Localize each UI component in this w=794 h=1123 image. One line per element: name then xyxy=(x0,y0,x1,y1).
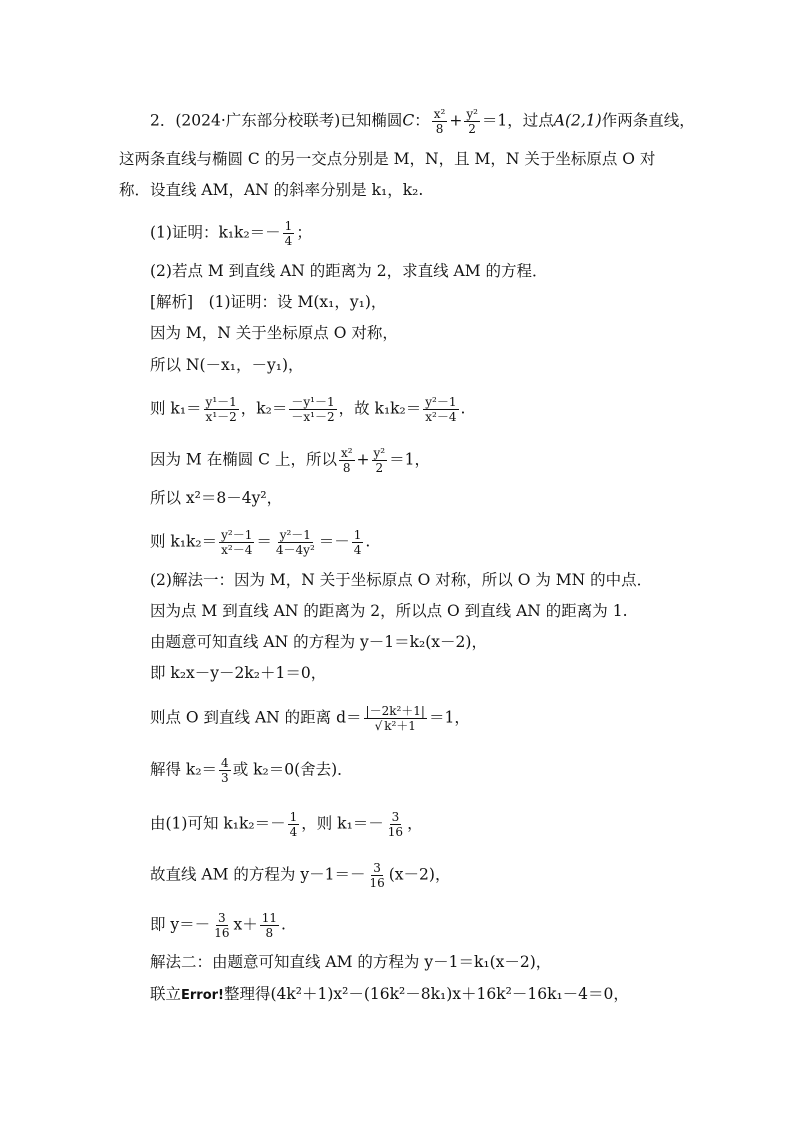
solution-line-15 xyxy=(150,861,450,890)
frac-num: 3 xyxy=(391,810,400,824)
frac-num: 3 xyxy=(218,911,226,925)
fraction xyxy=(339,446,355,475)
solution-line-11: 即 k₂x－y－2k₂＋1＝0， xyxy=(150,664,327,682)
ellipse-fraction-x xyxy=(432,107,448,136)
text: . xyxy=(365,532,371,551)
fraction xyxy=(219,756,231,785)
text: 因为 M 在椭圆 C 上，所以 xyxy=(150,450,337,469)
frac-den: 8 xyxy=(342,461,351,475)
solution-line-1: [解析] (1)证明：设 M(x₁，y₁)， xyxy=(150,293,387,311)
text: . xyxy=(281,915,286,934)
frac-den: 8 xyxy=(265,926,274,940)
problem-line-2: 这两条直线与椭圆 C 的另一交点分别是 M，N，且 M，N 关于坐标原点 O 对 xyxy=(119,150,656,168)
solution-line-7 xyxy=(150,528,370,557)
fraction xyxy=(274,528,317,557)
frac-den: 16 xyxy=(369,876,385,890)
line-post: 作两条直线， xyxy=(601,111,695,130)
fraction xyxy=(212,911,231,940)
text: 即 y＝－ xyxy=(150,915,211,934)
sqrt-content: k²＋1 xyxy=(384,719,416,733)
frac-num: y¹－1 xyxy=(205,395,237,409)
fraction xyxy=(386,810,405,839)
frac-num: y²－1 xyxy=(425,395,457,409)
frac-num: 1 xyxy=(289,810,298,824)
text: 由(1)可知 k₁k₂＝－ xyxy=(150,814,286,833)
text: ＝1， xyxy=(428,708,470,727)
text: 或 k₂＝0(舍去)． xyxy=(232,760,353,779)
frac-den xyxy=(373,719,418,733)
text: ＝ xyxy=(256,532,272,551)
frac-num: 1 xyxy=(284,219,293,233)
text: ＝－ xyxy=(318,532,350,551)
frac-den: 16 xyxy=(387,825,404,839)
text: 联立 xyxy=(150,985,182,1003)
text: 故直线 AM 的方程为 y－1＝－ xyxy=(150,865,366,884)
frac-num: |－2k²＋1| xyxy=(365,704,425,718)
sqrt-icon: √ xyxy=(374,719,383,733)
solution-line-14 xyxy=(150,810,423,839)
point-a: A(2,1) xyxy=(553,111,602,130)
fraction xyxy=(289,395,336,424)
solution-line-17: 解法二：由题意可知直线 AM 的方程为 y－1＝k₁(x－2)， xyxy=(150,953,552,971)
solution-line-8: (2)解法一：因为 M，N 关于坐标原点 O 对称，所以 O 为 MN 的中点． xyxy=(150,571,653,589)
problem-part-1 xyxy=(150,219,312,248)
frac-den: －x¹－2 xyxy=(291,410,335,424)
frac-num: x² xyxy=(433,107,446,121)
frac-num: y²－1 xyxy=(279,528,311,542)
colon: ： xyxy=(414,111,430,130)
fraction xyxy=(260,911,279,940)
solution-line-10: 由题意可知直线 AN 的方程为 y－1＝k₂(x－2)， xyxy=(150,633,487,651)
solution-line-18 xyxy=(150,984,629,1006)
frac-num: 4 xyxy=(221,756,229,770)
frac-den: x¹－2 xyxy=(205,410,237,424)
solution-line-12 xyxy=(150,704,470,733)
text: . xyxy=(460,399,466,418)
fraction xyxy=(423,395,458,424)
plus-sign: + xyxy=(449,111,463,130)
frac-den: 4 xyxy=(353,543,362,557)
equation-tail: ＝1，过点 xyxy=(481,111,554,130)
fraction xyxy=(288,810,300,839)
frac-den: 8 xyxy=(435,122,444,136)
frac-num: －y¹－1 xyxy=(291,395,335,409)
fraction xyxy=(367,861,386,890)
frac-num: 3 xyxy=(373,861,381,875)
text: x＋ xyxy=(233,915,258,934)
frac-num: x² xyxy=(340,446,353,460)
problem-line-3: 称．设直线 AM，AN 的斜率分别是 k₁，k₂. xyxy=(119,181,424,199)
ellipse-name: C xyxy=(402,111,415,130)
fraction xyxy=(352,528,364,557)
solution-line-16 xyxy=(150,911,286,940)
frac-den: 16 xyxy=(214,926,230,940)
problem-source: 2．(2024·广东部分校联考)已知椭圆 xyxy=(150,111,403,130)
solution-line-5 xyxy=(150,446,430,475)
text: ＝1， xyxy=(389,450,430,469)
text: 则 k₁＝ xyxy=(150,399,202,418)
solution-line-13 xyxy=(150,756,353,785)
text: 则 k₁k₂＝ xyxy=(150,532,218,551)
text: 解得 k₂＝ xyxy=(150,760,218,779)
frac-num: 11 xyxy=(261,911,277,925)
text: (x－2)， xyxy=(388,865,451,884)
part1-fraction xyxy=(283,219,295,248)
text: ，故 k₁k₂＝ xyxy=(338,399,422,418)
frac-den: 2 xyxy=(375,461,384,475)
frac-num: y² xyxy=(466,107,478,121)
text: ， xyxy=(407,814,423,833)
frac-den: x²－4 xyxy=(221,543,253,557)
solution-line-4 xyxy=(150,395,465,424)
solution-line-3: 所以 N(－x₁，－y₁)， xyxy=(150,356,304,374)
frac-den: x²－4 xyxy=(425,410,457,424)
frac-den: 2 xyxy=(468,122,476,136)
solution-line-9: 因为点 M 到直线 AN 的距离为 2，所以点 O 到直线 AN 的距离为 1. xyxy=(150,602,628,620)
text: 整理得(4k²＋1)x²－(16k²－8k₁)x＋16k²－16k₁－4＝0， xyxy=(224,985,629,1003)
fraction xyxy=(204,395,239,424)
frac-num: y²－1 xyxy=(221,528,253,542)
text: + xyxy=(356,450,370,469)
part1-text: (1)证明：k₁k₂＝－ xyxy=(150,223,281,242)
text: ，则 k₁＝－ xyxy=(301,814,384,833)
fraction xyxy=(372,446,388,475)
frac-num: y² xyxy=(373,446,386,460)
part1-post: ； xyxy=(296,223,312,242)
fraction xyxy=(219,528,254,557)
solution-line-6: 所以 x²＝8－4y²， xyxy=(150,489,283,507)
text: 则点 O 到直线 AN 的距离 d＝ xyxy=(150,708,362,727)
frac-den: 4 xyxy=(284,234,293,248)
distance-fraction xyxy=(364,704,427,733)
frac-den: 3 xyxy=(221,771,229,785)
frac-num: 1 xyxy=(353,528,362,542)
error-marker: Error! xyxy=(181,988,224,1003)
frac-den: 4－4y² xyxy=(275,543,315,557)
solution-line-2: 因为 M，N 关于坐标原点 O 对称， xyxy=(150,324,398,342)
problem-line-1 xyxy=(150,107,695,136)
ellipse-fraction-y xyxy=(464,107,480,136)
problem-part-2: (2)若点 M 到直线 AN 的距离为 2，求直线 AM 的方程． xyxy=(150,262,548,280)
frac-den: 4 xyxy=(289,825,298,839)
text: ，k₂＝ xyxy=(240,399,288,418)
